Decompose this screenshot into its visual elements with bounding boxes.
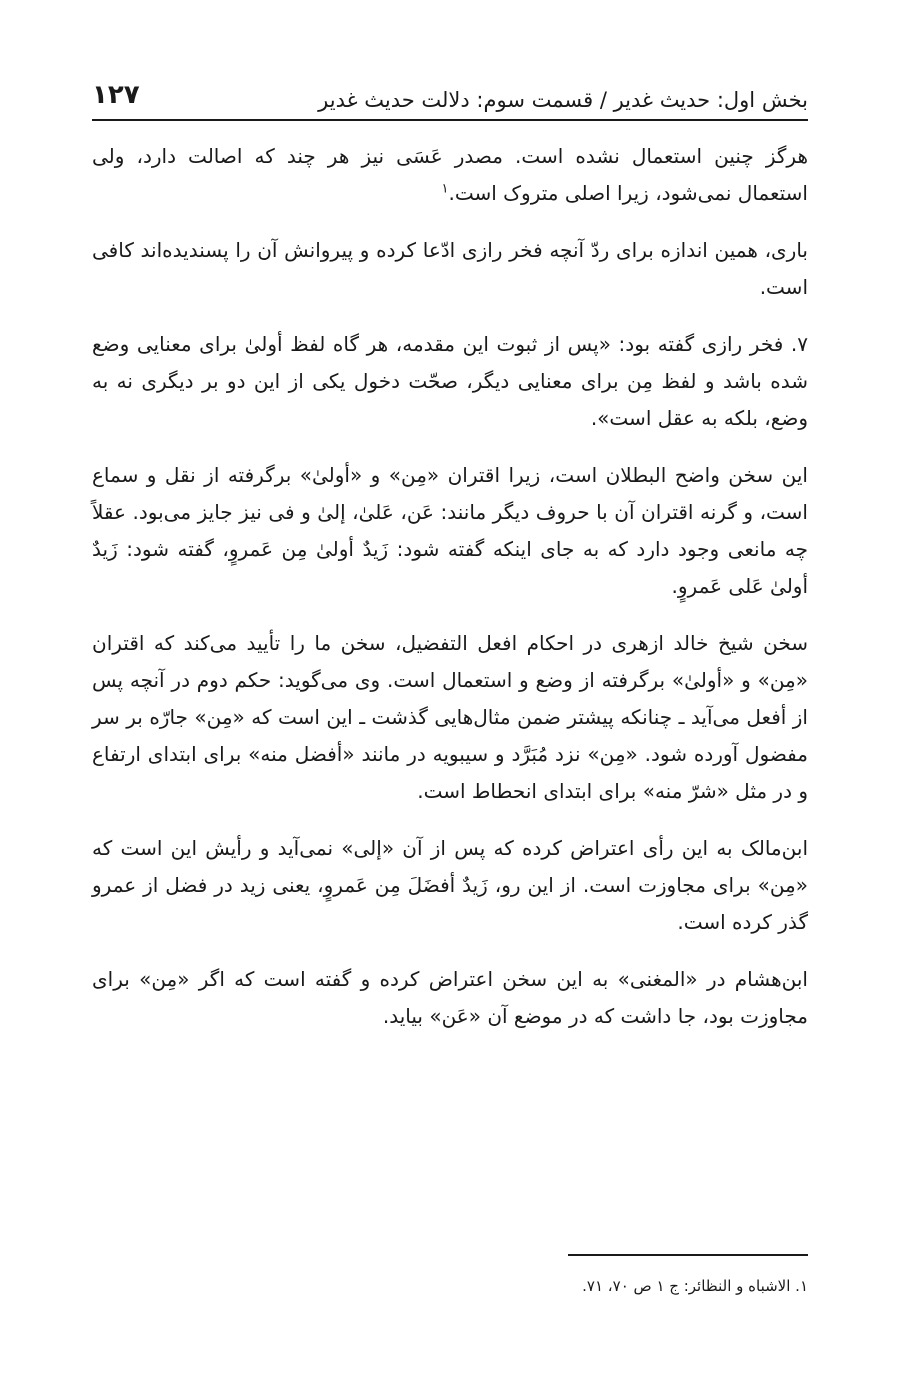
paragraph-2: باری، همین اندازه برای ردّ آنچه فخر رازی ادّعا کرده و پیروانش آن را پسندیده‌اند کافی است. — [92, 238, 808, 299]
paragraph-6: ابن‌مالک به این رأی اعتراض کرده که پس از آن «إلی» نمی‌آید و رأیش این است که «مِن» برای مجاوزت است. از این رو، زَیدٌ أفضَلَ مِن عَمروٍ، یعنی زید در فضل از عمرو گذر کرده است. — [92, 836, 808, 934]
paragraph-7: ابن‌هشام در «المغنی» به این سخن اعتراض کرده و گفته است که اگر «مِن» برای مجاوزت بود، جا داشت که در موضع آن «عَن» بیاید. — [92, 967, 808, 1028]
paragraph-3: ۷. فخر رازی گفته بود: «پس از ثبوت این مقدمه، هر گاه لفظ أولیٰ برای معنایی وضع شده باشد و لفظ مِن برای معنایی دیگر، صحّت دخول یکی از این دو بر دیگری نه به وضع، بلکه به عقل است». — [92, 332, 808, 430]
footnote-reference: ۱ — [441, 181, 449, 197]
paragraph-4: این سخن واضح البطلان است، زیرا اقتران «مِن» و «أولیٰ» برگرفته از نقل و سماع است، و گرنه اقتران آن با حروف دیگر مانند: عَن، عَلیٰ، إلیٰ و فی نیز جایز می‌بود. عقلاً چه مانعی وجود دارد که به جای اینکه گفته شود: زَیدٌ أولیٰ مِن عَمروٍ، گفته شود: زَیدٌ أولیٰ عَلی عَمروٍ. — [92, 463, 808, 598]
running-title: بخش اول: حدیث غدیر / قسمت سوم: دلالت حدیث غدیر — [318, 88, 808, 112]
body-text — [92, 138, 808, 1055]
header-divider — [92, 119, 808, 121]
footnote: ۱. الاشباه و النظائر: ج ۱ ص ۷۰، ۷۱. — [582, 1277, 808, 1295]
paragraph-1-text: هرگز چنین استعمال نشده است. مصدر عَسَی نیز هر چند که اصالت دارد، ولی استعمال نمی‌شود، زیرا اصلی متروک است. — [92, 144, 808, 205]
page-number: ۱۲۷ — [92, 80, 140, 110]
footnote-divider — [568, 1254, 808, 1256]
page-header — [92, 66, 808, 118]
paragraph-5: سخن شیخ خالد ازهری در احکام افعل التفضیل، سخن ما را تأیید می‌کند که اقتران «مِن» و «أولیٰ» برگرفته از وضع و استعمال است. وی می‌گوید: حکم دوم در آنچه پس از أفعل می‌آید ـ چنانکه پیشتر ضمن مثال‌هایی گذشت ـ این است که «مِن» جارّه بر سر مفضول آورده شود. «مِن» نزد مُبَرَّد و سیبویه در مانند «أفضل منه» برای ابتدای ارتفاع و در مثل «شرّ منه» برای ابتدای انحطاط است. — [92, 631, 808, 803]
paragraph-1 — [92, 138, 808, 212]
